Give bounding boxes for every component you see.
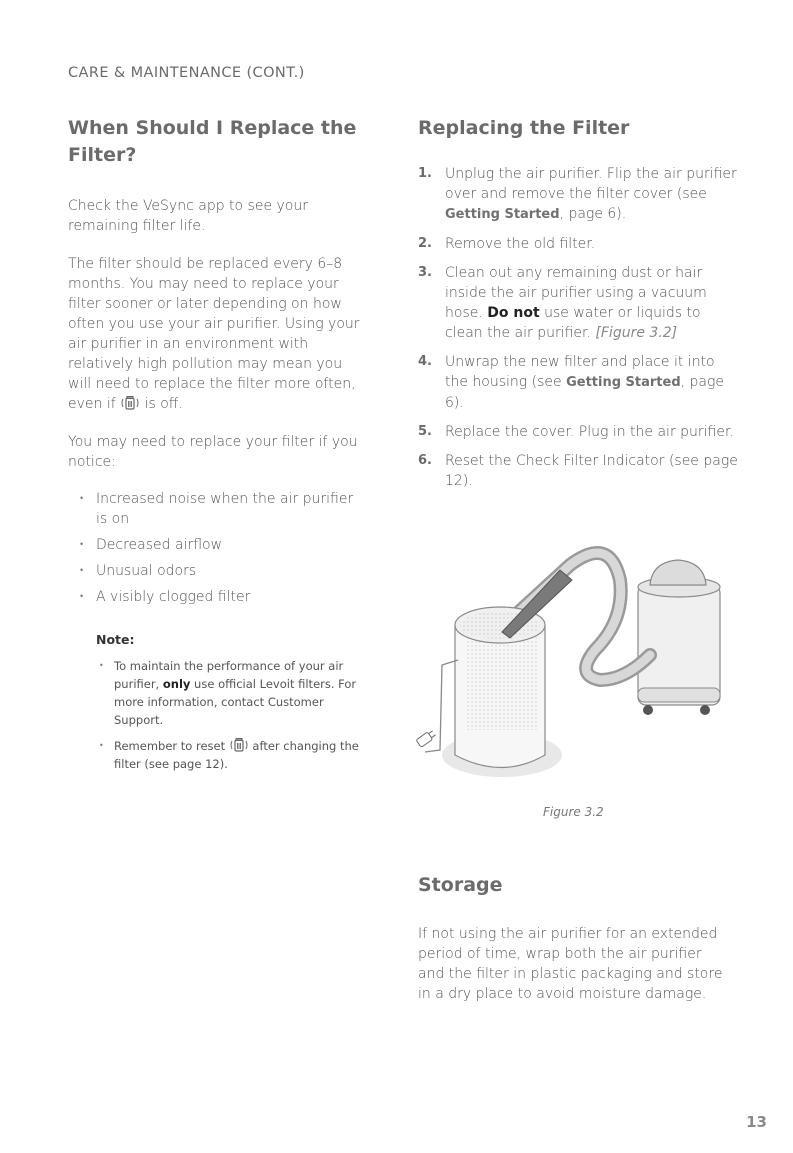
note-item-text: Remember to reset [114, 739, 229, 753]
note-box [68, 632, 363, 773]
paragraph-replace-frequency [68, 254, 363, 414]
step-text-mid: use water or liquids to clean the air purifier. [445, 305, 701, 341]
note-list [96, 657, 363, 773]
step-number: 3. [418, 265, 432, 280]
step-text-end: , page 6). [559, 206, 627, 222]
filter-indicator-icon [120, 395, 140, 411]
step-text: Unplug the air purifier. Flip the air purifier over and remove the filter cover (see [445, 166, 737, 202]
page-number: 13 [746, 1113, 767, 1131]
step-text: Unwrap the new filter and place it into the housing (see [445, 354, 715, 390]
list-item: • A visibly clogged filter [68, 587, 363, 607]
paragraph-replace-frequency-end: is off. [140, 396, 183, 412]
storage-title: Storage [418, 874, 503, 896]
symptom-list [68, 489, 363, 607]
step-text: Reset the Check Filter Indicator (see page 12). [445, 453, 738, 489]
filter-indicator-icon [229, 737, 249, 753]
step-item [418, 422, 738, 442]
left-column [68, 115, 363, 773]
note-item-text-end: use official Levoit filters. For more information, contact Customer Support. [114, 677, 357, 727]
paragraph-app: Check the VeSync app to see your remaining filter life. [68, 198, 308, 234]
step-number: 5. [418, 424, 432, 439]
step-item [418, 451, 738, 491]
step-item [418, 352, 738, 413]
step-item [418, 263, 738, 343]
step-number: 1. [418, 166, 432, 181]
step-warning: Do not [487, 305, 540, 321]
replacing-filter-title: Replacing the Filter [418, 117, 630, 139]
figure-caption: Figure 3.2 [543, 805, 604, 819]
storage-paragraph: If not using the air purifier for an extended period of time, wrap both the air purifier and the filter in plastic packaging and store in a dry place to avoid moisture damage. [418, 926, 723, 1002]
paragraph-replace-frequency-text: The filter should be replaced every 6–8 months. You may need to replace your filter sooner or later depending on how often you use your air purifier. Using your air purifier in an environment with relatively high pollution may mean you will need to replace the filter more often, even if [68, 256, 360, 412]
figure-illustration [410, 540, 740, 785]
list-item: • Decreased airflow [68, 535, 363, 555]
vacuum-purifier-illustration [410, 540, 740, 785]
figure-reference: [Figure 3.2] [595, 325, 678, 341]
step-number: 2. [418, 236, 432, 251]
note-item-text-end: after changing the filter (see page 12). [114, 739, 359, 771]
note-title: Note: [96, 632, 135, 647]
step-reference: Getting Started [566, 375, 681, 390]
step-number: 6. [418, 453, 432, 468]
step-text: Remove the old filter. [445, 236, 596, 252]
note-item-text: To maintain the performance of your air purifier, [114, 659, 344, 691]
list-item: • Unusual odors [68, 561, 363, 581]
list-item: • Increased noise when the air purifier is on [68, 489, 363, 529]
step-item [418, 234, 738, 254]
step-text: Clean out any remaining dust or hair inside the air purifier using a vacuum hose. [445, 265, 707, 321]
step-text-end: , page 6). [445, 374, 725, 411]
note-item [96, 657, 363, 729]
replace-filter-when-title: When Should I Replace the Filter? [68, 117, 357, 166]
step-reference: Getting Started [445, 207, 560, 222]
storage-section [418, 872, 738, 1004]
note-item [96, 737, 363, 773]
step-number: 4. [418, 354, 432, 369]
right-column [418, 115, 738, 491]
note-item-emphasis: only [162, 677, 191, 691]
step-text: Replace the cover. Plug in the air purifier. [445, 424, 734, 440]
section-header: CARE & MAINTENANCE (CONT.) [68, 65, 305, 81]
paragraph-notice: You may need to replace your filter if you notice: [68, 434, 358, 470]
step-item [418, 164, 738, 225]
steps-list [418, 164, 738, 491]
